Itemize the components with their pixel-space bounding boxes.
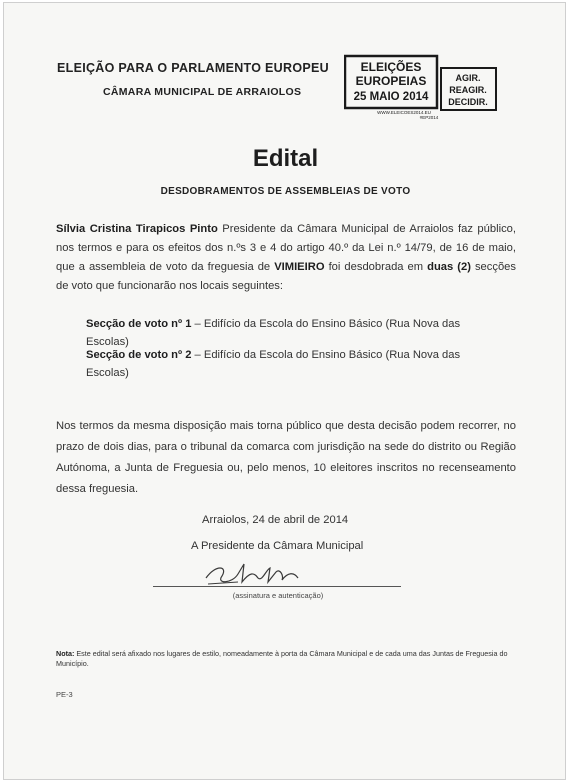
form-code: PE-3 <box>56 690 73 699</box>
intro-text-2: foi desdobrada em <box>324 261 428 273</box>
section-count: duas (2) <box>427 261 471 273</box>
section-1-text: – Edifício da Escola do Ensino Básico (Rua Nova das Escolas) <box>86 318 461 348</box>
section-1-label: Secção de voto nº 1 <box>86 318 192 330</box>
appeal-paragraph: Nos termos da mesma disposição mais torna público que desta decisão podem recorrer, no prazo de dois dias, para o tribunal da comarca com jurisdição na sede do distrito ou Região Autónoma, a Junta de Freguesia ou, pelo menos, 10 eleitores inscritos no recenseamento dessa freguesia. <box>56 420 516 495</box>
logo-line2: EUROPEIAS <box>355 74 427 88</box>
voting-section-2 <box>86 346 506 382</box>
logo-url: WWW.ELEICOES2014.EU <box>377 110 431 115</box>
elections-logo <box>344 54 498 120</box>
page-subtitle: DESDOBRAMENTOS DE ASSEMBLEIAS DE VOTO <box>160 186 411 197</box>
logo-hashtag: #EP2014 <box>419 115 439 120</box>
president-name: Sílvia Cristina Tirapicos Pinto <box>56 223 218 235</box>
section-2-label: Secção de voto nº 2 <box>86 349 192 361</box>
page-title: Edital <box>252 145 319 172</box>
signature-caption: (assinatura e autenticação) <box>232 591 324 600</box>
logo-slogan1: AGIR. <box>455 73 481 83</box>
logo-slogan3: DECIDIR. <box>448 97 488 107</box>
note-text: Este edital será afixado nos lugares de estilo, nomeadamente à porta da Câmara Municipal e de cada uma das Juntas de Freguesia do Município. <box>56 649 508 668</box>
municipality-heading: CÂMARA MUNICIPAL DE ARRAIOLOS <box>103 86 302 98</box>
parish-name: VIMIEIRO <box>274 261 325 273</box>
election-heading: ELEIÇÃO PARA O PARLAMENTO EUROPEU <box>57 61 329 75</box>
logo-line1: ELEIÇÕES <box>360 60 422 74</box>
section-2-text: – Edifício da Escola do Ensino Básico (Rua Nova das Escolas) <box>86 349 461 379</box>
handwritten-signature <box>198 554 308 594</box>
intro-paragraph <box>56 220 516 296</box>
logo-line3: 25 MAIO 2014 <box>353 91 429 103</box>
intro-text-3: secções de voto que funcionarão nos locais seguintes: <box>56 261 516 292</box>
intro-text-1: Presidente da Câmara Municipal de Arraiolos faz público, nos termos e para os efeitos dos n.ºs 3 e 4 do artigo 40.º da Lei n.º 14/79, de 16 de maio, que a assembleia de voto da freguesia de <box>56 223 516 273</box>
signature-line <box>153 586 401 587</box>
note-label: Nota: <box>56 649 75 658</box>
note-paragraph <box>56 649 516 669</box>
president-title: A Presidente da Câmara Municipal <box>191 540 364 552</box>
document-date: Arraiolos, 24 de abril de 2014 <box>202 514 349 526</box>
logo-slogan2: REAGIR. <box>449 85 487 95</box>
